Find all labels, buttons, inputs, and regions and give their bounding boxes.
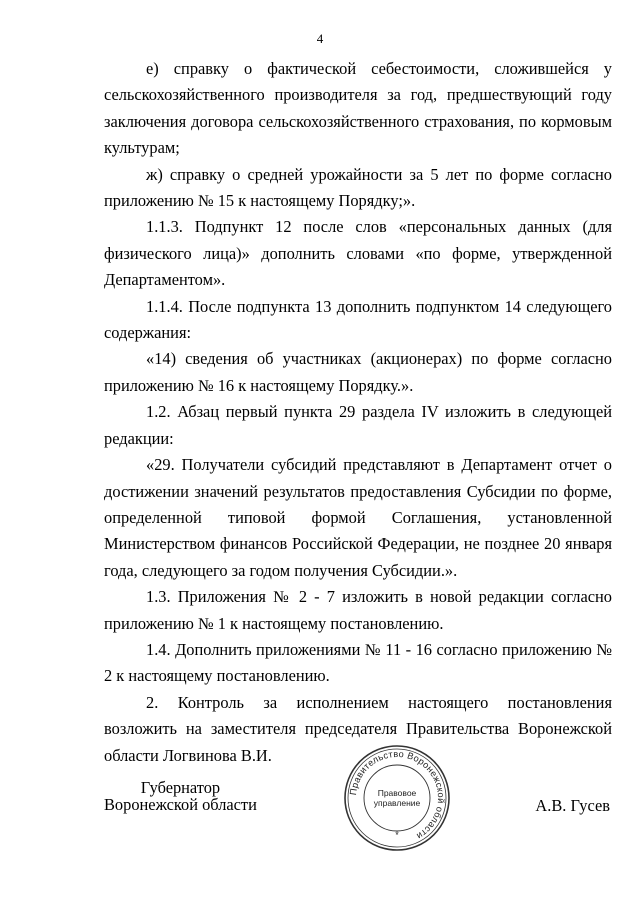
paragraph-item-29: «29. Получатели субсидий представляют в Департамент отчет о достижении значений результатов предоставления Субсидии по форме, определенной типовой формой Соглашения, установленной Министерством финансов Российской Федерации, не позднее 20 января года, следующего за годом получения Субсидии.». [104,455,612,580]
paragraph-1-1-3: 1.1.3. Подпункт 12 после слов «персональных данных (для физического лица)» дополнить словами «по форме, утвержденной Департаментом». [104,217,612,290]
paragraph-e: е) справку о фактической себестоимости, сложившейся у сельскохозяйственного производителя за год, предшествующий году заключения договора сельскохозяйственного страхования, по кормовым культурам; [104,59,612,158]
stamp-star: * [395,830,399,840]
signatory-name: А.В. Гусев [535,796,610,815]
stamp-center-line2: управление [373,798,421,808]
signatory-title-line1: Губернатор [140,778,221,797]
stamp-center-line1: Правовое [377,788,417,798]
paragraph-zh: ж) справку о средней урожайности за 5 лет по форме согласно приложению № 15 к настоящему Порядку;». [104,164,612,211]
paragraph-1-2: 1.2. Абзац первый пункта 29 раздела IV изложить в следующей редакции: [104,402,612,448]
signatory-title [104,779,257,813]
official-stamp [342,743,452,853]
document-body [104,56,612,769]
stamp-ring-text: Правительство Воронежской области [348,748,447,842]
paragraph-1-3: 1.3. Приложения № 2 - 7 изложить в новой редакции согласно приложению № 1 к настоящему постановлению. [104,587,612,633]
paragraph-1-1-4: 1.1.4. После подпункта 13 дополнить подпунктом 14 следующего содержания: [104,296,612,343]
paragraph-1-4: 1.4. Дополнить приложениями № 11 - 16 согласно приложению № 2 к настоящему постановлению. [104,639,612,686]
page-number: 4 [316,31,324,46]
signatory-title-line2: Воронежской области [104,795,257,814]
paragraph-2: 2. Контроль за исполнением настоящего постановления возложить на заместителя председателя Правительства Воронежской области Логвинова В.И. [104,692,612,765]
paragraph-item-14: «14) сведения об участниках (акционерах) по форме согласно приложению № 16 к настоящему Порядку.». [104,349,612,395]
